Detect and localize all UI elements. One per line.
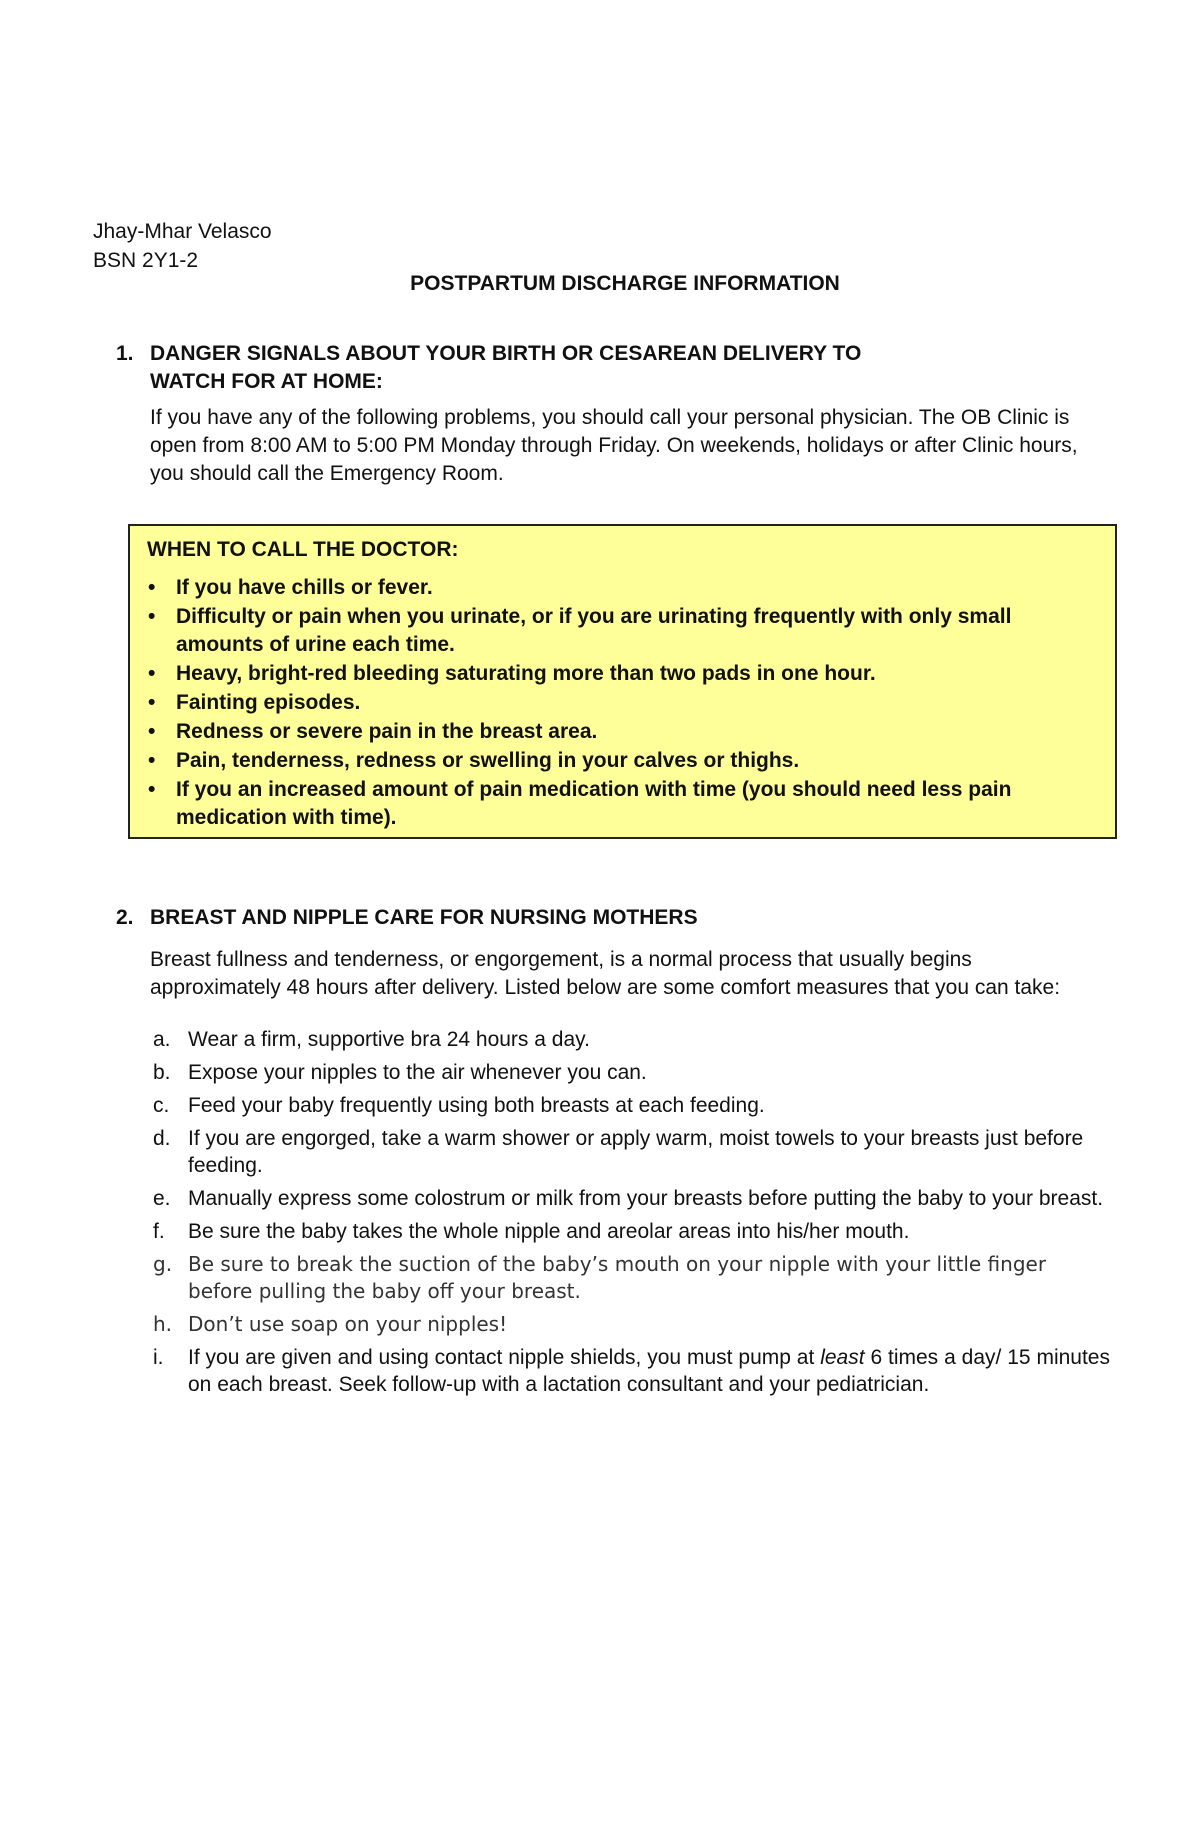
section1-number: 1. [116, 342, 134, 365]
warning-item [130, 689, 1080, 717]
item-letter: b. [153, 1061, 171, 1084]
item-text: Expose your nipples to the air whenever you can. [188, 1061, 647, 1084]
item-letter: d. [153, 1127, 171, 1150]
warning-text: Heavy, bright-red bleeding saturating more than two pads in one hour. [176, 662, 876, 685]
bullet-icon: • [148, 749, 156, 772]
warning-item [130, 574, 1080, 602]
section2-intro: Breast fullness and tenderness, or engorgement, is a normal process that usually begins approximately 48 hours after delivery. Listed below are some comfort measures that you can take: [150, 948, 1061, 999]
warning-text: Redness or severe pain in the breast area. [176, 720, 598, 743]
author-block [93, 217, 272, 275]
list-item [150, 1218, 1110, 1245]
section2-heading [116, 904, 1050, 932]
warning-item [130, 747, 1080, 775]
item-text-emphasis: least [820, 1346, 865, 1369]
callout-title: WHEN TO CALL THE DOCTOR: [147, 538, 459, 561]
section1-body: If you have any of the following problems, you should call your personal physician. The OB Clinic is open from 8:00 AM to 5:00 PM Monday through Friday. On weekends, holidays or after Clinic hours, you should call the Emergency Room. [150, 406, 1078, 485]
list-item [150, 1185, 1110, 1212]
bullet-icon: • [148, 720, 156, 743]
warning-text: Pain, tenderness, redness or swelling in your calves or thighs. [176, 749, 800, 772]
item-letter: a. [153, 1028, 171, 1051]
bullet-icon: • [148, 576, 156, 599]
comfort-measures-list [150, 1026, 1110, 1404]
item-text: Feed your baby frequently using both breasts at each feeding. [188, 1094, 765, 1117]
item-letter: g. [153, 1252, 173, 1276]
item-text-after: 6 times a day/ 15 minutes on each breast. Seek follow-up with a lactation consultant and your pediatrician. [188, 1346, 1110, 1396]
document-title: POSTPARTUM DISCHARGE INFORMATION [410, 272, 840, 295]
list-item [150, 1251, 1110, 1305]
item-letter: c. [153, 1094, 170, 1117]
author-name: Jhay-Mhar Velasco [93, 220, 272, 243]
warning-item [130, 776, 1080, 832]
warning-list [130, 574, 1080, 833]
when-to-call-callout [128, 524, 1117, 839]
warning-item [130, 603, 1080, 659]
item-text: Don’t use soap on your nipples! [188, 1312, 508, 1336]
list-item [150, 1311, 1110, 1338]
item-text: Wear a firm, supportive bra 24 hours a day. [188, 1028, 590, 1051]
warning-item [130, 660, 1080, 688]
warning-text: Fainting episodes. [176, 691, 361, 714]
section1-heading-line1: DANGER SIGNALS ABOUT YOUR BIRTH OR CESAREAN DELIVERY TO [150, 342, 862, 365]
item-letter: i. [153, 1346, 164, 1369]
list-item [150, 1092, 1110, 1119]
author-class: BSN 2Y1-2 [93, 249, 199, 272]
item-text-before: If you are given and using contact nipple shields, you must pump at [188, 1346, 821, 1369]
bullet-icon: • [148, 691, 156, 714]
warning-item [130, 718, 1080, 746]
list-item [150, 1026, 1110, 1053]
warning-text: If you an increased amount of pain medication with time (you should need less pain medication with time). [176, 778, 1012, 829]
item-letter: f. [153, 1220, 165, 1243]
section2-heading-text: BREAST AND NIPPLE CARE FOR NURSING MOTHERS [150, 906, 698, 929]
item-letter: h. [153, 1312, 173, 1336]
list-item [150, 1125, 1110, 1179]
item-text: Be sure to break the suction of the baby’s mouth on your nipple with your little finger before pulling the baby off your breast. [188, 1252, 1047, 1303]
bullet-icon: • [148, 605, 156, 628]
bullet-icon: • [148, 662, 156, 685]
item-text: Manually express some colostrum or milk from your breasts before putting the baby to your breast. [188, 1187, 1104, 1210]
section1-heading-line2: WATCH FOR AT HOME: [150, 370, 383, 393]
section2-number: 2. [116, 906, 134, 929]
item-letter: e. [153, 1187, 171, 1210]
list-item [150, 1059, 1110, 1086]
warning-text: If you have chills or fever. [176, 576, 433, 599]
warning-text: Difficulty or pain when you urinate, or if you are urinating frequently with only small amounts of urine each time. [176, 605, 1012, 656]
section1-heading [116, 340, 1050, 396]
item-text: If you are engorged, take a warm shower or apply warm, moist towels to your breasts just before feeding. [188, 1127, 1084, 1177]
bullet-icon: • [148, 778, 156, 801]
item-text: Be sure the baby takes the whole nipple and areolar areas into his/her mouth. [188, 1220, 910, 1243]
list-item [150, 1344, 1110, 1398]
